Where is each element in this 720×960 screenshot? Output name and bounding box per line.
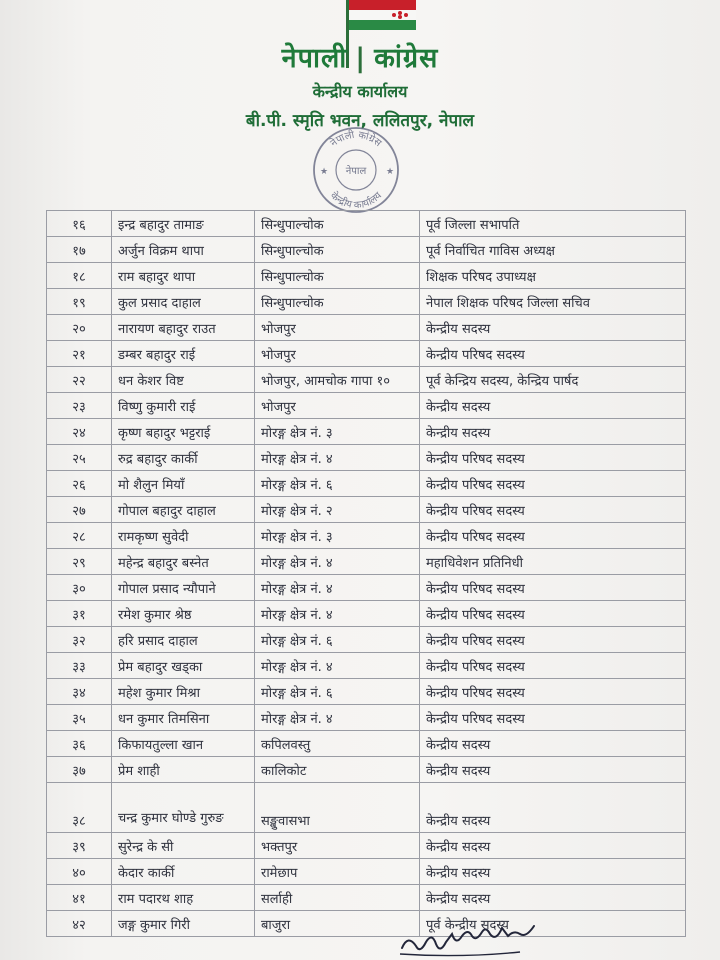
serial-number-cell: १८ (47, 263, 112, 289)
serial-number-cell: ३० (47, 575, 112, 601)
member-name-cell: केदार कार्की (112, 859, 255, 885)
position-cell: केन्द्रीय सदस्य (420, 783, 686, 833)
member-name-cell: इन्द्र बहादुर तामाङ (112, 211, 255, 237)
district-cell: कालिकोट (255, 757, 420, 783)
member-name-cell: प्रेम शाही (112, 757, 255, 783)
position-cell: केन्द्रीय परिषद सदस्य (420, 627, 686, 653)
table-row (47, 471, 686, 497)
table-row (47, 601, 686, 627)
party-name-left: नेपाली (281, 43, 348, 74)
serial-number-cell: २३ (47, 393, 112, 419)
district-cell: मोरङ्ग क्षेत्र नं. ३ (255, 523, 420, 549)
district-cell: मोरङ्ग क्षेत्र नं. ४ (255, 653, 420, 679)
serial-number-cell: २६ (47, 471, 112, 497)
position-cell: केन्द्रीय सदस्य (420, 885, 686, 911)
title-divider: | (355, 43, 367, 74)
district-cell: सिन्धुपाल्चोक (255, 263, 420, 289)
member-name-cell: किफायतुल्ला खान (112, 731, 255, 757)
district-cell: मोरङ्ग क्षेत्र नं. २ (255, 497, 420, 523)
position-cell: केन्द्रीय सदस्य (420, 859, 686, 885)
table-row (47, 289, 686, 315)
district-cell: मोरङ्ग क्षेत्र नं. ६ (255, 627, 420, 653)
position-cell: केन्द्रीय सदस्य (420, 731, 686, 757)
table-row (47, 367, 686, 393)
district-cell: मोरङ्ग क्षेत्र नं. ४ (255, 445, 420, 471)
position-cell: केन्द्रीय परिषद सदस्य (420, 705, 686, 731)
seal-bottom-text: केन्द्रीय कार्यालय (327, 190, 385, 212)
district-cell: कपिलवस्तु (255, 731, 420, 757)
member-name-cell: विष्णु कुमारी राई (112, 393, 255, 419)
district-cell: बाजुरा (255, 911, 420, 937)
party-flag-icon (346, 0, 416, 30)
position-cell: केन्द्रीय सदस्य (420, 315, 686, 341)
member-name-cell: धन कुमार तिमसिना (112, 705, 255, 731)
serial-number-cell: ३६ (47, 731, 112, 757)
member-name-cell: जङ्ग कुमार गिरी (112, 911, 255, 937)
office-name: केन्द्रीय कार्यालय (312, 82, 408, 101)
position-cell: केन्द्रीय परिषद सदस्य (420, 575, 686, 601)
table-row (47, 757, 686, 783)
district-cell: भोजपुर (255, 341, 420, 367)
district-cell: मोरङ्ग क्षेत्र नं. ४ (255, 705, 420, 731)
position-cell: केन्द्रीय परिषद सदस्य (420, 471, 686, 497)
table-row (47, 705, 686, 731)
district-cell: रामेछाप (255, 859, 420, 885)
position-cell: शिक्षक परिषद उपाध्यक्ष (420, 263, 686, 289)
position-cell: केन्द्रीय सदस्य (420, 393, 686, 419)
serial-number-cell: ४० (47, 859, 112, 885)
member-name-cell: कृष्ण बहादुर भट्टराई (112, 419, 255, 445)
serial-number-cell: ३५ (47, 705, 112, 731)
member-name-cell: सुरेन्द्र के सी (112, 833, 255, 859)
position-cell: पूर्व केन्द्रीय सदस्य (420, 911, 686, 937)
district-cell: मोरङ्ग क्षेत्र नं. ४ (255, 601, 420, 627)
member-name-cell: चन्द्र कुमार घोण्डे गुरुङ (112, 783, 255, 833)
position-cell: केन्द्रीय परिषद सदस्य (420, 497, 686, 523)
serial-number-cell: १९ (47, 289, 112, 315)
table-row (47, 341, 686, 367)
table-row (47, 263, 686, 289)
serial-number-cell: २४ (47, 419, 112, 445)
table-row (47, 783, 686, 833)
table-row (47, 393, 686, 419)
district-cell: मोरङ्ग क्षेत्र नं. ४ (255, 575, 420, 601)
seal-center-text: नेपाल (345, 166, 367, 177)
serial-number-cell: ३७ (47, 757, 112, 783)
office-address: बी.पी. स्मृति भवन, ललितपुर, नेपाल (245, 111, 475, 131)
district-cell: सिन्धुपाल्चोक (255, 289, 420, 315)
position-cell: पूर्व केन्द्रिय सदस्य, केन्द्रिय पार्षद (420, 367, 686, 393)
member-name-cell: रमेश कुमार श्रेष्ठ (112, 601, 255, 627)
district-cell: मोरङ्ग क्षेत्र नं. ३ (255, 419, 420, 445)
table-row (47, 419, 686, 445)
table-row (47, 445, 686, 471)
position-cell: केन्द्रीय परिषद सदस्य (420, 653, 686, 679)
table-row (47, 315, 686, 341)
position-cell: पूर्व निर्वाचित गाविस अध्यक्ष (420, 237, 686, 263)
position-cell: केन्द्रीय सदस्य (420, 833, 686, 859)
position-cell: केन्द्रीय सदस्य (420, 757, 686, 783)
table-row (47, 653, 686, 679)
member-name-cell: अर्जुन विक्रम थापा (112, 237, 255, 263)
member-name-cell: रामकृष्ण सुवेदी (112, 523, 255, 549)
position-cell: पूर्व जिल्ला सभापति (420, 211, 686, 237)
member-name-cell: गोपाल बहादुर दाहाल (112, 497, 255, 523)
serial-number-cell: २१ (47, 341, 112, 367)
serial-number-cell: ४२ (47, 911, 112, 937)
table-row (47, 833, 686, 859)
member-name-cell: नारायण बहादुर राउत (112, 315, 255, 341)
district-cell: भक्तपुर (255, 833, 420, 859)
table-row (47, 237, 686, 263)
district-cell: भोजपुर, आमचोक गापा १० (255, 367, 420, 393)
handwritten-signature (396, 924, 576, 960)
member-name-cell: प्रेम बहादुर खड्का (112, 653, 255, 679)
table-row (47, 885, 686, 911)
seal-star-icon: ★ (320, 167, 329, 177)
serial-number-cell: १७ (47, 237, 112, 263)
table-row (47, 523, 686, 549)
table-row (47, 549, 686, 575)
serial-number-cell: १६ (47, 211, 112, 237)
position-cell: केन्द्रीय परिषद सदस्य (420, 523, 686, 549)
position-cell: केन्द्रीय परिषद सदस्य (420, 445, 686, 471)
position-cell: केन्द्रीय परिषद सदस्य (420, 601, 686, 627)
letterhead-title (0, 38, 720, 75)
district-cell: सिन्धुपाल्चोक (255, 237, 420, 263)
table-row (47, 497, 686, 523)
district-cell: मोरङ्ग क्षेत्र नं. ६ (255, 679, 420, 705)
position-cell: नेपाल शिक्षक परिषद जिल्ला सचिव (420, 289, 686, 315)
table-row (47, 911, 686, 937)
serial-number-cell: ३१ (47, 601, 112, 627)
district-cell: मोरङ्ग क्षेत्र नं. ४ (255, 549, 420, 575)
serial-number-cell: ३८ (47, 783, 112, 833)
serial-number-cell: ३९ (47, 833, 112, 859)
table-row (47, 627, 686, 653)
district-cell: सिन्धुपाल्चोक (255, 211, 420, 237)
table-row (47, 575, 686, 601)
member-name-cell: डम्बर बहादुर राई (112, 341, 255, 367)
member-name-cell: राम बहादुर थापा (112, 263, 255, 289)
member-name-cell: हरि प्रसाद दाहाल (112, 627, 255, 653)
seal-top-text: नेपाली कांग्रेस (328, 129, 384, 150)
district-cell: सङ्खुवासभा (255, 783, 420, 833)
table-row (47, 731, 686, 757)
position-cell: केन्द्रीय परिषद सदस्य (420, 341, 686, 367)
office-seal-stamp (310, 124, 402, 216)
member-name-cell: महेन्द्र बहादुर बस्नेत (112, 549, 255, 575)
serial-number-cell: २८ (47, 523, 112, 549)
serial-number-cell: ३३ (47, 653, 112, 679)
position-cell: केन्द्रीय परिषद सदस्य (420, 679, 686, 705)
serial-number-cell: २५ (47, 445, 112, 471)
serial-number-cell: २७ (47, 497, 112, 523)
serial-number-cell: २२ (47, 367, 112, 393)
member-name-cell: मो शैलुन मियाँ (112, 471, 255, 497)
district-cell: मोरङ्ग क्षेत्र नं. ६ (255, 471, 420, 497)
party-name-right: कांग्रेस (374, 43, 439, 74)
serial-number-cell: २९ (47, 549, 112, 575)
table-row (47, 679, 686, 705)
position-cell: महाधिवेशन प्रतिनिधी (420, 549, 686, 575)
member-name-cell: गोपाल प्रसाद न्यौपाने (112, 575, 255, 601)
district-cell: भोजपुर (255, 315, 420, 341)
member-name-cell: राम पदारथ शाह (112, 885, 255, 911)
table-row (47, 859, 686, 885)
serial-number-cell: ४१ (47, 885, 112, 911)
member-name-cell: धन केशर विष्ट (112, 367, 255, 393)
district-cell: भोजपुर (255, 393, 420, 419)
members-table (46, 210, 686, 937)
seal-star-icon: ★ (386, 167, 395, 177)
position-cell: केन्द्रीय सदस्य (420, 419, 686, 445)
table-row (47, 211, 686, 237)
member-name-cell: रुद्र बहादुर कार्की (112, 445, 255, 471)
member-name-cell: महेश कुमार मिश्रा (112, 679, 255, 705)
serial-number-cell: ३२ (47, 627, 112, 653)
serial-number-cell: ३४ (47, 679, 112, 705)
member-name-cell: कुल प्रसाद दाहाल (112, 289, 255, 315)
district-cell: सर्लाही (255, 885, 420, 911)
serial-number-cell: २० (47, 315, 112, 341)
